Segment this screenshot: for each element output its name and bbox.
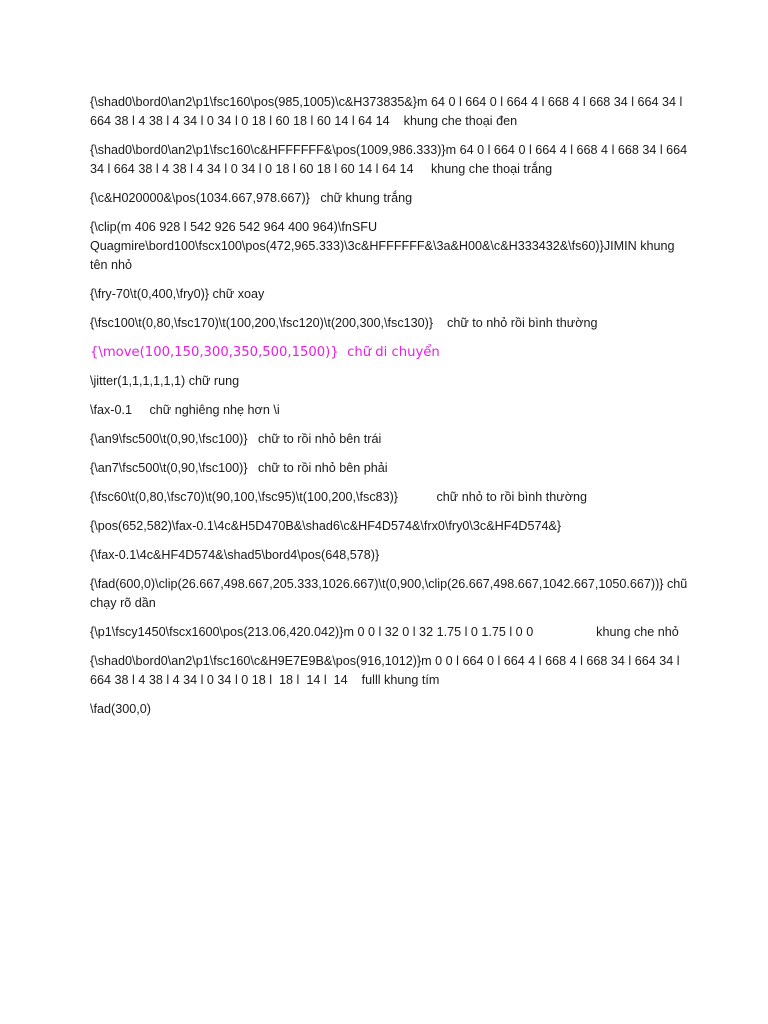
document-body (90, 93, 690, 729)
note-line-scale-small-big: {\fsc60\t(0,80,\fsc70)\t(90,100,\fsc95)\t(100,200,\fsc83)} chữ nhỏ to rồi bình thường (90, 490, 587, 504)
note-line-white-dialog-box: {\shad0\bord0\an2\p1\fsc160\c&HFFFFFF&\pos(1009,986.333)}m 64 0 l 664 0 l 664 4 l 668 4 l 668 34 l 664 34 l 664 38 l 4 38 l 4 34 l 0 34 l 0 18 l 60 18 l 60 14 l 64 14 khung che thoại trắng (90, 143, 691, 176)
note-line-purple-frame: {\shad0\bord0\an2\p1\fsc160\c&H9E7E9B&\pos(916,1012)}m 0 0 l 664 0 l 664 4 l 668 4 l 668 34 l 664 34 l 664 38 l 4 38 l 4 34 l 0 34 l 0 18 l 18 l 14 l 14 fulll khung tím (90, 654, 684, 687)
note-line-style-a: {\pos(652,582)\fax-0.1\4c&H5D470B&\shad6\c&HF4D574&\frx0\fry0\3c&HF4D574&} (90, 519, 562, 533)
note-line-black-dialog-box: {\shad0\bord0\an2\p1\fsc160\pos(985,1005)\c&H373835&}m 64 0 l 664 0 l 664 4 l 668 4 l 668 34 l 664 34 l 664 38 l 4 38 l 4 34 l 0 34 l 0 18 l 60 18 l 60 14 l 64 14 khung che thoại đen (90, 95, 686, 128)
note-line-scale-bounce: {\fsc100\t(0,80,\fsc170)\t(100,200,\fsc120)\t(200,300,\fsc130)} chữ to nhỏ rồi bình thường (90, 316, 598, 330)
note-line-small-box: {\p1\fscy1450\fscx1600\pos(213.06,420.042)}m 0 0 l 32 0 l 32 1.75 l 0 1.75 l 0 0 khung che nhỏ (90, 625, 679, 639)
note-line-shear: \fax-0.1 chữ nghiêng nhẹ hơn \i (90, 403, 280, 417)
note-line-fade: \fad(300,0) (90, 702, 151, 716)
note-line-name-box: {\clip(m 406 928 l 542 926 542 964 400 964)\fnSFU Quagmire\bord100\fscx100\pos(472,965.333)\3c&HFFFFFF&\3a&H00&\c&H333432&\fs60)}JIMIN khung tên nhỏ (90, 220, 679, 272)
note-line-clip-reveal: {\fad(600,0)\clip(26.667,498.667,205.333,1026.667)\t(0,900,\clip(26.667,498.667,1042.667,1050.667))} chũ chạy rõ dần (90, 577, 691, 610)
note-line-scale-left: {\an9\fsc500\t(0,90,\fsc100)} chữ to rồi nhỏ bên trái (90, 432, 382, 446)
note-line-scale-right: {\an7\fsc500\t(0,90,\fsc100)} chữ to rồi nhỏ bên phải (90, 461, 388, 475)
note-line-white-frame-text: {\c&H020000&\pos(1034.667,978.667)} chữ khung trắng (90, 191, 413, 205)
note-line-jitter: \jitter(1,1,1,1,1,1) chữ rung (90, 374, 240, 388)
note-line-style-b: {\fax-0.1\4c&HF4D574&\shad5\bord4\pos(648,578)} (90, 548, 380, 562)
note-line-move: {\move(100,150,300,350,500,1500)} chữ di chuyển (90, 345, 440, 360)
note-line-rotate: {\fry-70\t(0,400,\fry0)} chữ xoay (90, 287, 265, 301)
